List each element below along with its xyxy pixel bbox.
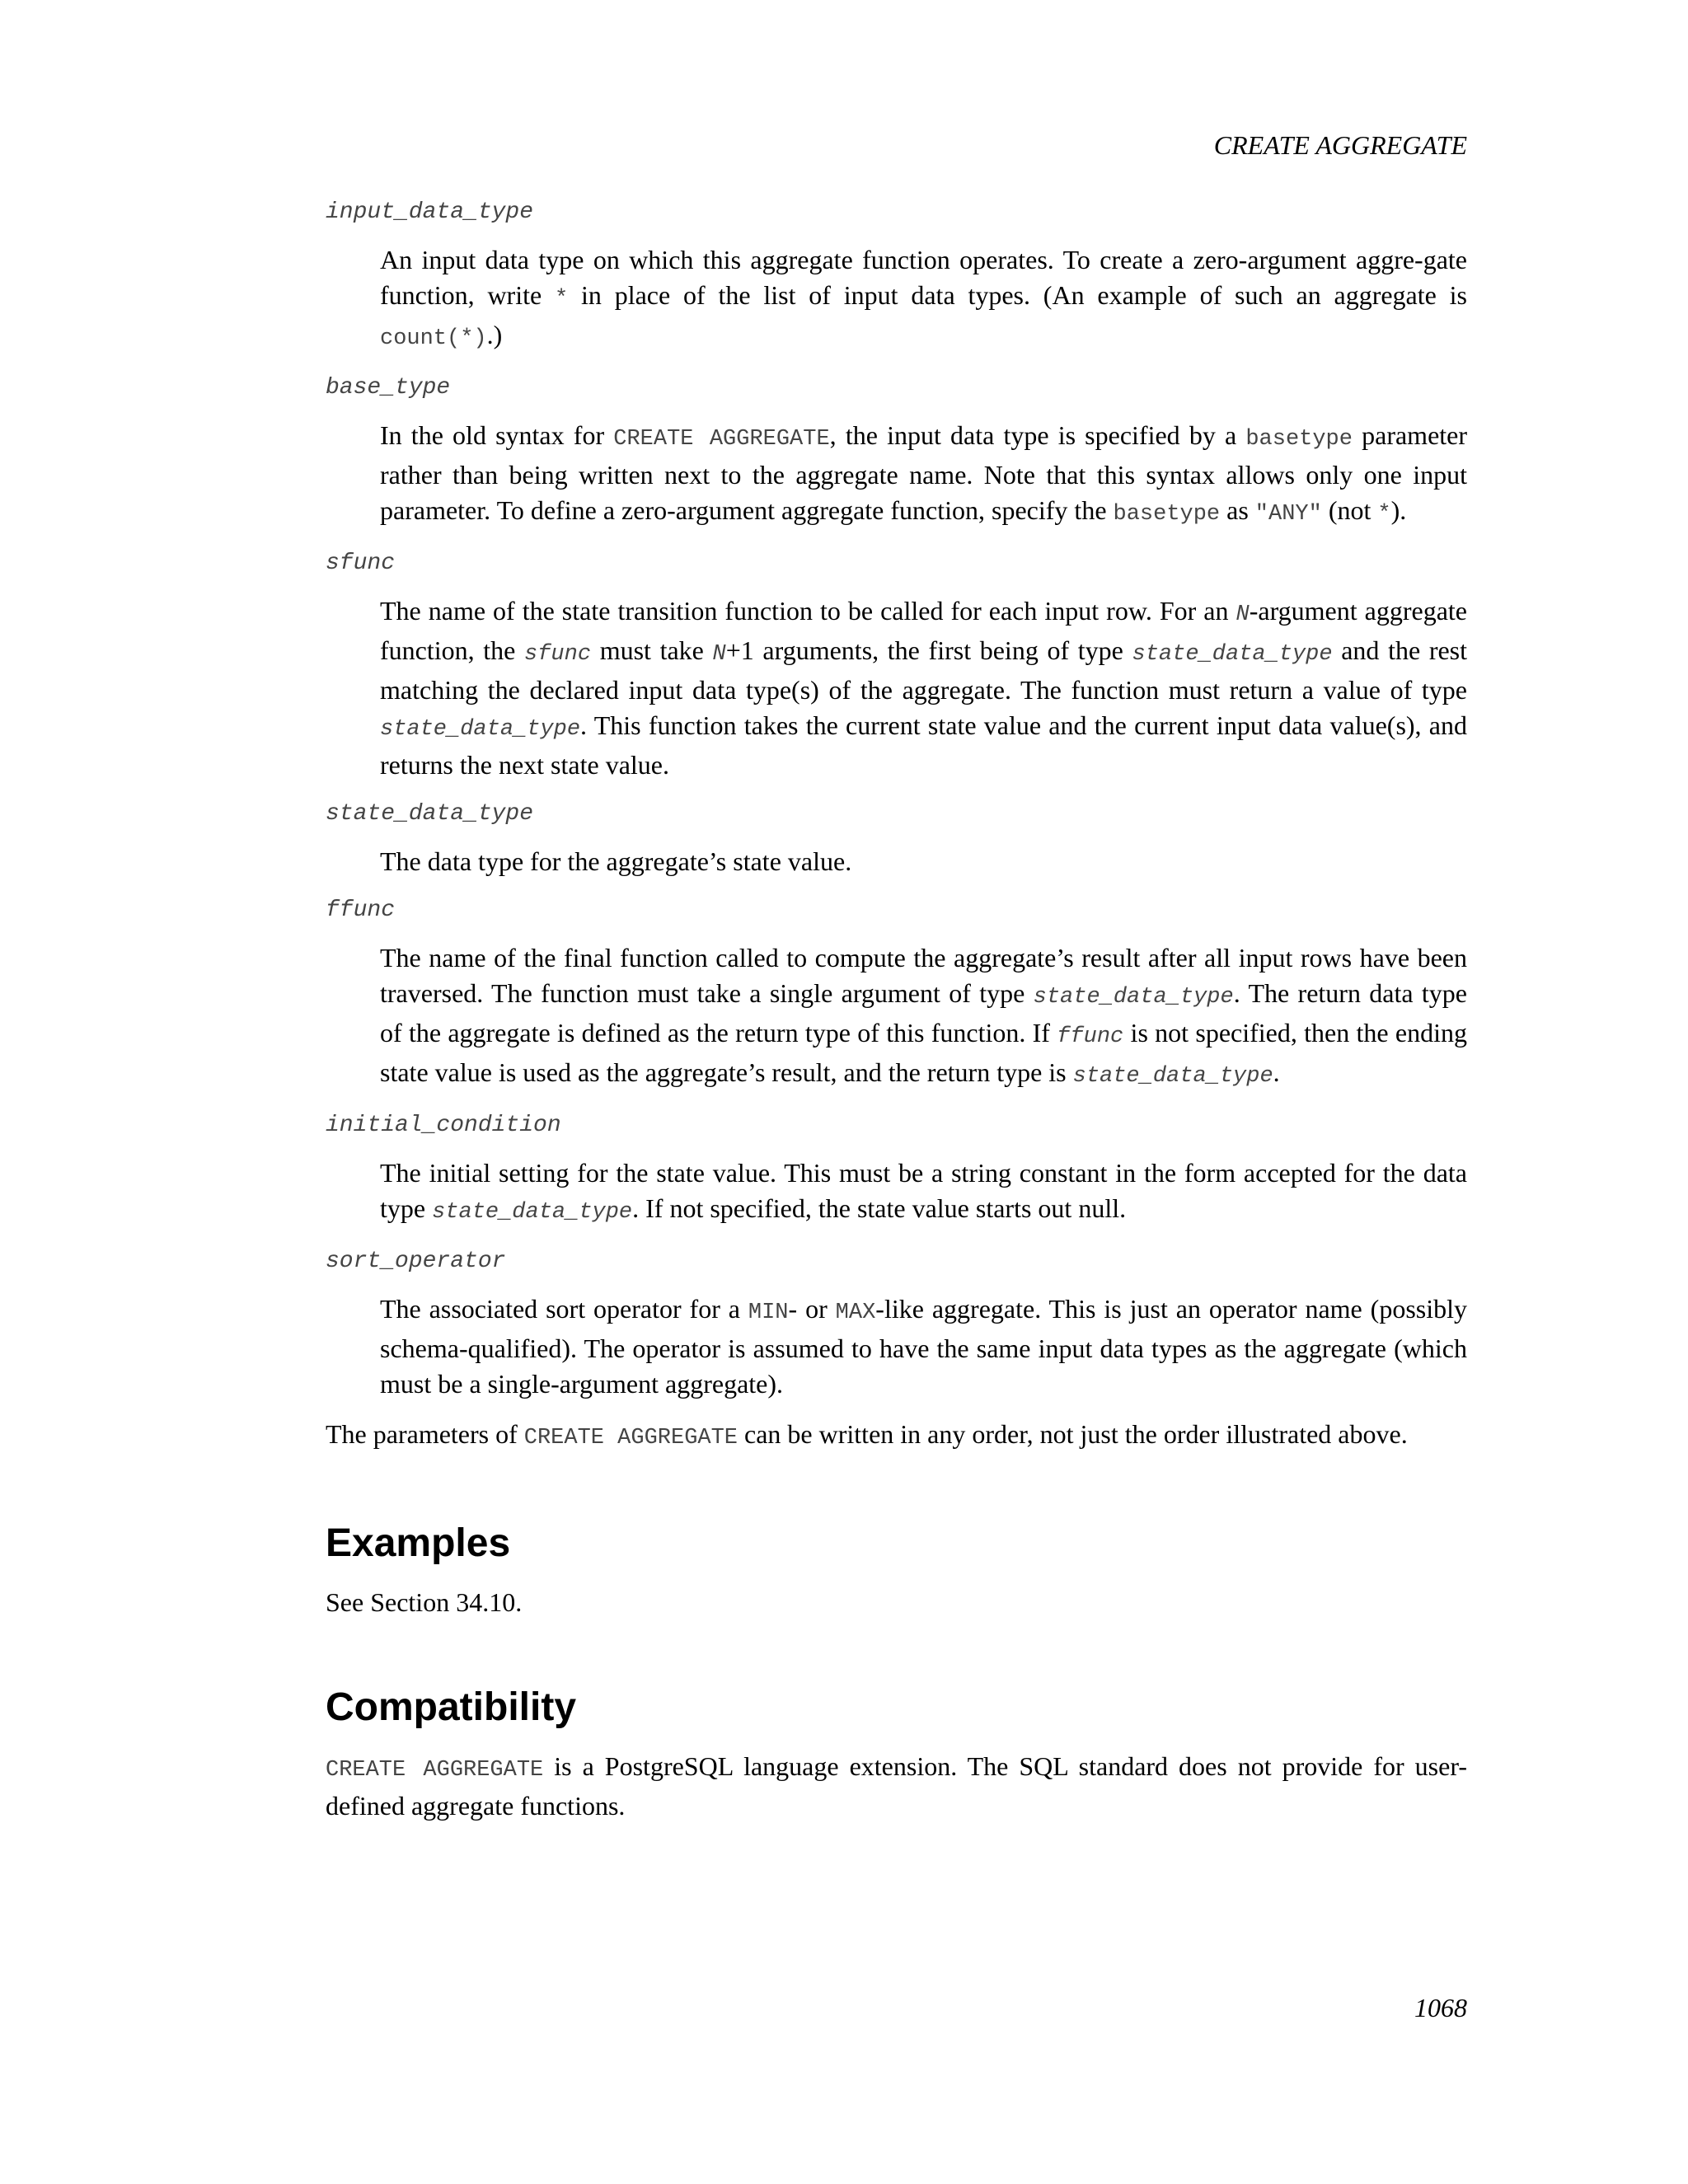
inline-parameter: ffunc [1057,1024,1124,1049]
text-run: The name of the state transition function to be called for each input row. For an [380,596,1236,626]
inline-code: "ANY" [1254,502,1322,527]
text-run: ). [1390,495,1407,525]
inline-code: MAX [835,1301,876,1325]
text-run: The initial setting for the state value. This must be a string constant in the form accepted for the data type [380,1158,1467,1223]
examples-text: See Section 34.10. [326,1587,523,1617]
parameter-term: state_data_type [326,801,534,827]
parameter-term: base_type [326,375,451,401]
page-number: 1068 [1414,1993,1467,2022]
text-run: +1 arguments, the first being of type [725,635,1132,665]
inline-code: CREATE AGGREGATE [523,1426,738,1451]
text-run: The associated sort operator for a [380,1294,748,1324]
text-run: The name of the final function called to compute the aggregate’s result after all input rows have been traversed. The function must take a single argument of type [380,943,1467,1008]
text-run: -argument aggregate function, the [380,596,1468,665]
text-run: (not [1321,495,1378,525]
inline-code: basetype [1245,427,1353,452]
inline-parameter: state_data_type [1072,1064,1273,1089]
parameter-term: input_data_type [326,199,534,225]
text-run: parameter rather than being written next to the aggregate name. Note that this syntax allows only one input parameter. To define a zero-argument aggregate function, specify the [380,420,1468,525]
text-run: The parameters of [326,1419,524,1449]
inline-parameter: state_data_type [380,717,581,742]
page-body [326,196,1467,1839]
text-run: . If not specified, the state value starts out null. [632,1193,1127,1223]
text-run: The data type for the aggregate’s state value. [380,846,852,876]
parameter-description [380,593,1467,783]
text-run: . The return data type of the aggregate is defined as the return type of this function. If [380,978,1468,1047]
text-run: -like aggregate. This is just an operator name (possibly schema-qualified). The operator is assumed to have the same input data types as the aggregate (which must be a single-argument aggregate). [380,1294,1467,1399]
text-run: An input data type on which this aggregate function operates. To create a zero-argument aggre-gate function, write [380,245,1467,310]
text-run: is a PostgreSQL language extension. The SQL standard does not provide for user-defined aggregate functions. [326,1751,1467,1821]
parameter-description [380,940,1467,1094]
text-run: In the old syntax for [380,420,614,450]
parameter-term: sort_operator [326,1249,506,1274]
parameter-term: ffunc [326,898,396,923]
compatibility-heading: Compatibility [326,1685,577,1729]
inline-code: MIN [748,1301,789,1325]
text-run: .) [486,320,503,349]
inline-parameter: state_data_type [1033,985,1234,1010]
text-run: is not specified, then the ending state value is used as the aggregate’s result, and the return type is [380,1018,1468,1087]
inline-parameter: state_data_type [432,1200,633,1225]
parameter-term: sfunc [326,551,396,576]
inline-code: CREATE AGGREGATE [613,427,830,452]
inline-code: basetype [1113,502,1221,527]
inline-code: * [555,287,569,312]
inline-parameter: N [1236,602,1250,627]
text-run: must take [591,635,713,665]
inline-code: * [1377,502,1391,527]
text-run: in place of the list of input data types. (An example of such an aggregate is [568,280,1467,310]
compatibility-text [326,1749,1467,1824]
inline-parameter: state_data_type [1132,642,1333,667]
inline-parameter: sfunc [524,642,592,667]
parameter-term: initial_condition [326,1113,561,1138]
inline-code: CREATE AGGREGATE [326,1758,544,1783]
parameter-description [380,1155,1467,1230]
parameter-list [326,196,1467,1402]
running-header: CREATE AGGREGATE [1213,130,1467,160]
parameter-description [380,1291,1467,1402]
text-run: as [1220,495,1255,525]
closing-paragraph [326,1417,1467,1456]
text-run: , the input data type is specified by a [829,420,1246,450]
parameter-description [380,418,1467,532]
text-run: . This function takes the current state value and the current input data value(s), and returns the next state value. [380,710,1467,780]
text-run: can be written in any order, not just the order illustrated above. [738,1419,1408,1449]
text-run: and the rest matching the declared input data type(s) of the aggregate. The function must return a value of type [380,635,1468,705]
inline-parameter: N [712,642,726,667]
text-run: - or [788,1294,836,1324]
inline-code: count(*) [380,326,487,351]
parameter-description [380,844,1467,879]
parameter-description [380,242,1467,357]
examples-heading: Examples [326,1521,511,1565]
text-run: . [1273,1057,1280,1087]
